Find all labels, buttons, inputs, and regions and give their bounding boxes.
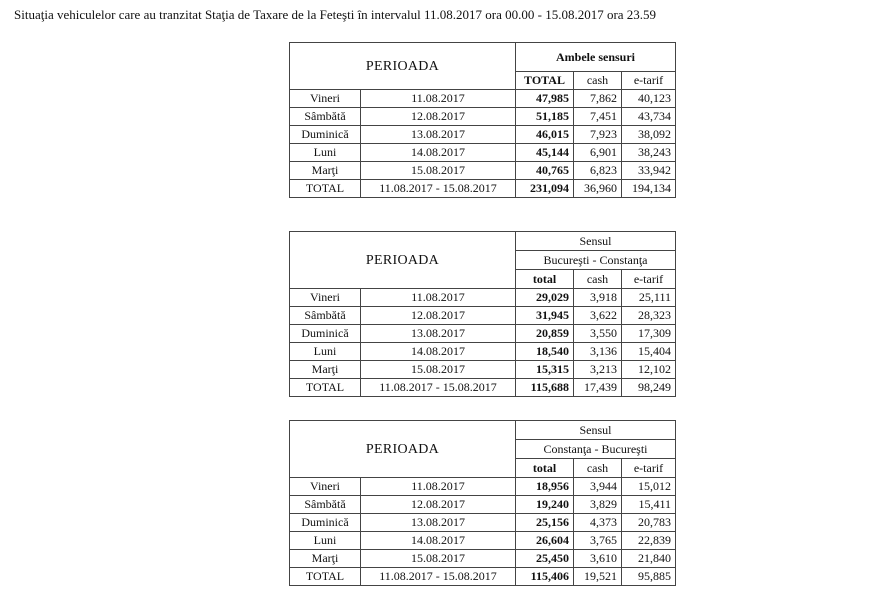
- etarif-cell: 95,885: [622, 568, 676, 586]
- total-cell: 15,315: [516, 361, 574, 379]
- cash-cell: 6,901: [574, 144, 622, 162]
- etarif-cell: 15,411: [622, 496, 676, 514]
- cash-cell: 3,550: [574, 325, 622, 343]
- total-cell: 51,185: [516, 108, 574, 126]
- total-cell: 26,604: [516, 532, 574, 550]
- day-cell: Luni: [290, 343, 361, 361]
- table-total-row: [290, 180, 676, 198]
- total-cell: 45,144: [516, 144, 574, 162]
- col-cash-header: cash: [574, 72, 622, 90]
- etarif-cell: 21,840: [622, 550, 676, 568]
- cash-cell: 3,829: [574, 496, 622, 514]
- etarif-cell: 38,092: [622, 126, 676, 144]
- date-cell: 14.08.2017: [361, 343, 516, 361]
- direction-subheader: Bucureşti - Constanţa: [516, 251, 676, 270]
- etarif-cell: 12,102: [622, 361, 676, 379]
- total-cell: 19,240: [516, 496, 574, 514]
- day-cell: Duminică: [290, 126, 361, 144]
- period-header: PERIOADA: [290, 232, 516, 289]
- col-total-header: total: [516, 459, 574, 478]
- cash-cell: 3,136: [574, 343, 622, 361]
- total-cell: 115,406: [516, 568, 574, 586]
- day-cell: Sâmbătă: [290, 307, 361, 325]
- etarif-cell: 38,243: [622, 144, 676, 162]
- table-row: [290, 126, 676, 144]
- cash-cell: 3,765: [574, 532, 622, 550]
- total-cell: 20,859: [516, 325, 574, 343]
- direction-subheader: Constanţa - Bucureşti: [516, 440, 676, 459]
- table-row: [290, 162, 676, 180]
- etarif-cell: 40,123: [622, 90, 676, 108]
- table-row: [290, 289, 676, 307]
- direction-header: Sensul: [516, 421, 676, 440]
- date-cell: 11.08.2017: [361, 478, 516, 496]
- day-cell: Vineri: [290, 478, 361, 496]
- table-row: [290, 514, 676, 532]
- date-cell: 12.08.2017: [361, 496, 516, 514]
- cash-cell: 7,923: [574, 126, 622, 144]
- date-cell: 13.08.2017: [361, 514, 516, 532]
- period-header: PERIOADA: [290, 421, 516, 478]
- total-cell: 18,956: [516, 478, 574, 496]
- table-row: [290, 325, 676, 343]
- col-cash-header: cash: [574, 270, 622, 289]
- total-cell: 25,450: [516, 550, 574, 568]
- day-cell: Marţi: [290, 550, 361, 568]
- etarif-cell: 25,111: [622, 289, 676, 307]
- col-cash-header: cash: [574, 459, 622, 478]
- table-total-row: [290, 379, 676, 397]
- cash-cell: 3,944: [574, 478, 622, 496]
- cash-cell: 3,622: [574, 307, 622, 325]
- table-constanta-bucuresti: [289, 420, 676, 586]
- col-total-header: total: [516, 270, 574, 289]
- day-cell: Vineri: [290, 90, 361, 108]
- direction-header: Ambele sensuri: [516, 43, 676, 72]
- etarif-cell: 17,309: [622, 325, 676, 343]
- col-total-header: TOTAL: [516, 72, 574, 90]
- cash-cell: 3,918: [574, 289, 622, 307]
- day-cell: Duminică: [290, 325, 361, 343]
- date-cell: 13.08.2017: [361, 325, 516, 343]
- cash-cell: 7,862: [574, 90, 622, 108]
- total-cell: 25,156: [516, 514, 574, 532]
- col-etarif-header: e-tarif: [622, 459, 676, 478]
- etarif-cell: 28,323: [622, 307, 676, 325]
- day-cell: Sâmbătă: [290, 108, 361, 126]
- table-row: [290, 532, 676, 550]
- day-cell: TOTAL: [290, 180, 361, 198]
- direction-header: Sensul: [516, 232, 676, 251]
- table-row: [290, 496, 676, 514]
- table-row: [290, 307, 676, 325]
- table-row: [290, 478, 676, 496]
- date-cell: 11.08.2017 - 15.08.2017: [361, 568, 516, 586]
- etarif-cell: 98,249: [622, 379, 676, 397]
- total-cell: 115,688: [516, 379, 574, 397]
- table-both-directions: [289, 42, 676, 198]
- total-cell: 47,985: [516, 90, 574, 108]
- cash-cell: 3,610: [574, 550, 622, 568]
- period-header: PERIOADA: [290, 43, 516, 90]
- cash-cell: 17,439: [574, 379, 622, 397]
- total-cell: 46,015: [516, 126, 574, 144]
- total-cell: 18,540: [516, 343, 574, 361]
- day-cell: TOTAL: [290, 568, 361, 586]
- day-cell: TOTAL: [290, 379, 361, 397]
- date-cell: 15.08.2017: [361, 550, 516, 568]
- table-row: [290, 550, 676, 568]
- cash-cell: 36,960: [574, 180, 622, 198]
- date-cell: 15.08.2017: [361, 361, 516, 379]
- date-cell: 14.08.2017: [361, 144, 516, 162]
- day-cell: Duminică: [290, 514, 361, 532]
- cash-cell: 4,373: [574, 514, 622, 532]
- date-cell: 11.08.2017: [361, 289, 516, 307]
- day-cell: Marţi: [290, 162, 361, 180]
- date-cell: 11.08.2017: [361, 90, 516, 108]
- day-cell: Vineri: [290, 289, 361, 307]
- cash-cell: 6,823: [574, 162, 622, 180]
- etarif-cell: 33,942: [622, 162, 676, 180]
- date-cell: 13.08.2017: [361, 126, 516, 144]
- date-cell: 12.08.2017: [361, 108, 516, 126]
- etarif-cell: 22,839: [622, 532, 676, 550]
- cash-cell: 3,213: [574, 361, 622, 379]
- etarif-cell: 194,134: [622, 180, 676, 198]
- total-cell: 31,945: [516, 307, 574, 325]
- day-cell: Luni: [290, 532, 361, 550]
- date-cell: 12.08.2017: [361, 307, 516, 325]
- date-cell: 14.08.2017: [361, 532, 516, 550]
- day-cell: Marţi: [290, 361, 361, 379]
- table-row: [290, 108, 676, 126]
- date-cell: 11.08.2017 - 15.08.2017: [361, 379, 516, 397]
- col-etarif-header: e-tarif: [622, 72, 676, 90]
- etarif-cell: 15,012: [622, 478, 676, 496]
- cash-cell: 7,451: [574, 108, 622, 126]
- table-row: [290, 361, 676, 379]
- table-bucuresti-constanta: [289, 231, 676, 397]
- date-cell: 15.08.2017: [361, 162, 516, 180]
- page-title: Situaţia vehiculelor care au tranzitat Staţia de Taxare de la Feteşti în intervalul 11.08.2017 ora 00.00 - 15.08.2017 ora 23.59: [14, 7, 657, 22]
- etarif-cell: 20,783: [622, 514, 676, 532]
- etarif-cell: 15,404: [622, 343, 676, 361]
- table-total-row: [290, 568, 676, 586]
- total-cell: 40,765: [516, 162, 574, 180]
- cash-cell: 19,521: [574, 568, 622, 586]
- total-cell: 231,094: [516, 180, 574, 198]
- date-cell: 11.08.2017 - 15.08.2017: [361, 180, 516, 198]
- day-cell: Sâmbătă: [290, 496, 361, 514]
- table-row: [290, 144, 676, 162]
- etarif-cell: 43,734: [622, 108, 676, 126]
- day-cell: Luni: [290, 144, 361, 162]
- total-cell: 29,029: [516, 289, 574, 307]
- table-row: [290, 90, 676, 108]
- col-etarif-header: e-tarif: [622, 270, 676, 289]
- table-row: [290, 343, 676, 361]
